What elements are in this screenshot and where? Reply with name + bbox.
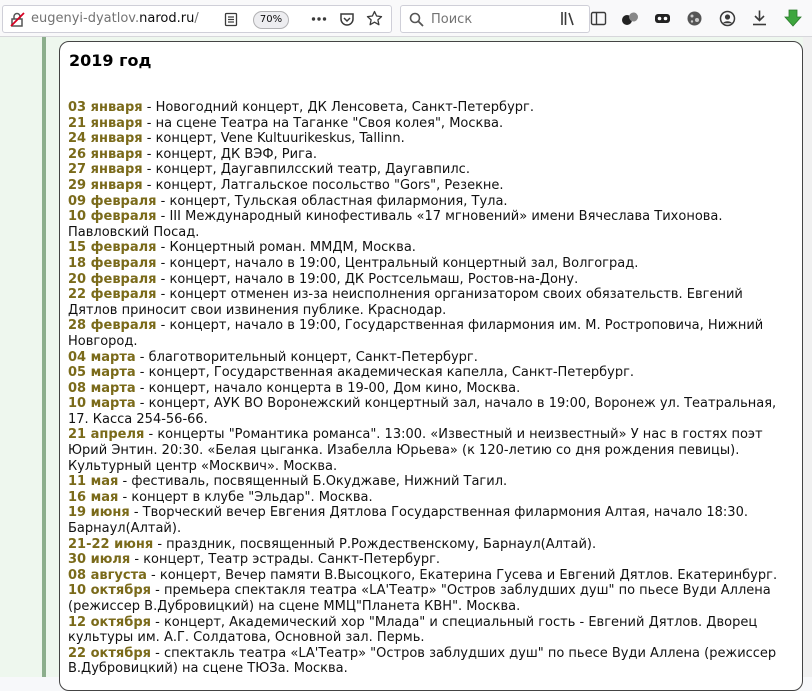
event-description: - концерт, Академический хор "Млада" и специальный гость - Евгений Дятлов. Дворец культуры им. А.Г. Солдатова, Основной зал. Пермь.: [68, 614, 758, 646]
account-icon[interactable]: [719, 10, 736, 27]
sidebar-icon[interactable]: [590, 10, 607, 27]
event-item: [68, 209, 796, 240]
pocket-icon[interactable]: [339, 11, 355, 27]
event-date: 10 февраля: [68, 209, 157, 225]
browser-toolbar: [0, 0, 812, 37]
concert-schedule-panel: [59, 41, 803, 691]
event-description: - концерт, Тульская областная филармония, Тула.: [156, 193, 508, 209]
reader-view-icon[interactable]: [224, 12, 238, 27]
event-item: [68, 537, 796, 553]
event-description: - концерты "Романтика романса". 13:00. «Известный и неизвестный» У нас в гостях поэт Юрий Энтин. 20:30. «Белая цыганка. Изабелла Юрьева» (к 120-летию со дня рождения певицы). Культурный центр «Москвич». Москва.: [68, 427, 763, 474]
event-item: [68, 287, 796, 318]
event-description: - концерт, начало в 19:00, Центральный концертный зал, Волгоград.: [156, 255, 639, 271]
event-description: - концерт отменен из-за неисполнения организатором своих обязательств. Евгений Дятлов приносит свои извинения публике. Краснодар.: [68, 287, 743, 318]
event-description: - Концертный роман. ММДМ, Москва.: [156, 240, 416, 256]
event-item: [68, 568, 796, 584]
year-heading: 2019 год: [69, 51, 152, 70]
page-scrollbar[interactable]: [803, 37, 812, 677]
url-host: eugenyi-dyatlov.: [31, 11, 140, 26]
event-description: - III Международный кинофестиваль «17 мгновений» имени Вячеслава Тихонова. Павловский Посад.: [68, 209, 723, 240]
event-description: - концерт, АУК ВО Воронежский концертный зал, начало в 19:00, Воронеж ул. Театральная, 17. Касса 254-56-66.: [68, 396, 777, 427]
green-download-extension-icon[interactable]: [783, 8, 803, 28]
library-icon[interactable]: [560, 10, 577, 27]
event-description: - концерт, начало в 19:00, ДК Ростсельмаш, Ростов-на-Дону.: [156, 271, 579, 287]
event-item: [68, 583, 796, 614]
url-text[interactable]: [31, 11, 199, 26]
event-date: 28 февраля: [68, 318, 157, 334]
event-date: 15 февраля: [68, 240, 157, 256]
event-date: 21 января: [68, 115, 143, 131]
event-item: [68, 116, 796, 132]
event-item: [68, 256, 796, 272]
event-item: [68, 147, 796, 163]
page-actions-icon[interactable]: [311, 16, 327, 22]
event-description: - концерт, Государственная академическая капелла, Санкт-Петербург.: [135, 365, 635, 381]
event-date: 16 мая: [68, 489, 119, 505]
event-item: [68, 381, 796, 397]
event-date: 10 октября: [68, 583, 151, 599]
event-item: [68, 505, 796, 536]
event-description: - Новогодний концерт, ДК Ленсовета, Санкт-Петербург.: [142, 100, 534, 115]
event-item: [68, 552, 796, 568]
left-decorative-rail: [42, 37, 46, 677]
event-item: [68, 318, 796, 349]
event-item: [68, 272, 796, 288]
event-item: [68, 474, 796, 490]
downloads-icon[interactable]: [751, 9, 768, 27]
event-description: - фестиваль, посвященный Б.Окуджаве, Нижний Тагил.: [118, 474, 508, 490]
url-bar[interactable]: [2, 5, 392, 33]
event-description: - Творческий вечер Евгения Дятлова Государственная филармония Алтая, начало 18:30. Барнаул(Алтай).: [68, 505, 748, 537]
event-description: - концерт, Vene Kultuurikeskus, Tallinn.: [142, 131, 405, 147]
event-item: [68, 131, 796, 147]
event-description: - концерт в клубе "Эльдар". Москва.: [118, 489, 373, 505]
url-rest: /: [194, 11, 199, 26]
zoom-level-badge[interactable]: 70%: [253, 11, 289, 29]
event-date: 09 февраля: [68, 193, 157, 209]
event-date: 22 февраля: [68, 287, 157, 303]
event-item: [68, 194, 796, 210]
event-date: 20 февраля: [68, 271, 157, 287]
event-date: 24 января: [68, 131, 143, 147]
event-item: [68, 396, 796, 427]
event-date: 19 июня: [68, 505, 130, 521]
event-date: 03 января: [68, 100, 143, 115]
event-date: 12 октября: [68, 614, 151, 630]
event-description: - концерт, Латгальское посольство "Gors", Резекне.: [142, 177, 504, 193]
event-date: 05 марта: [68, 365, 136, 381]
url-domain: narod.ru: [139, 11, 195, 26]
event-date: 08 августа: [68, 567, 147, 583]
event-date: 30 июля: [68, 552, 131, 568]
event-description: - премьера спектакля театра «LA'Театр» "Остров заблудших душ" по пьесе Вуди Аллена (режиссер В.Дубровицкий) на сцене ММЦ"Планета КВН". Москва.: [68, 583, 771, 614]
search-icon: [409, 12, 424, 27]
event-description: - на сцене Театра на Таганке "Своя колея", Москва.: [142, 115, 504, 131]
event-item: [68, 178, 796, 194]
event-date: 21 апреля: [68, 427, 145, 443]
event-date: 29 января: [68, 177, 143, 193]
event-date: 11 мая: [68, 474, 119, 490]
event-description: - концерт, ДК ВЭФ, Рига.: [142, 146, 317, 162]
event-description: - концерт, Даугавпилсский театр, Даугавпилс.: [142, 162, 470, 178]
extension-globe-icon[interactable]: [686, 10, 703, 27]
event-date: 10 марта: [68, 396, 136, 412]
events-list: [68, 100, 796, 677]
search-placeholder: Поиск: [431, 12, 473, 27]
extension-mask-icon[interactable]: [654, 10, 671, 27]
event-item: [68, 615, 796, 646]
event-date: 22 октября: [68, 645, 151, 661]
event-item: [68, 646, 796, 677]
event-date: 26 января: [68, 146, 143, 162]
event-item: [68, 162, 796, 178]
event-item: [68, 365, 796, 381]
event-date: 21-22 июня: [68, 536, 154, 552]
event-date: 18 февраля: [68, 255, 157, 271]
event-description: - спектакль театра «LA'Театр» "Остров заблудших душ" по пьесе Вуди Аллена (режиссер В.Дубровицкий) на сцене ТЮЗа. Москва.: [68, 645, 777, 677]
event-item: [68, 427, 796, 474]
bookmark-star-icon[interactable]: [366, 10, 383, 27]
event-item: [68, 490, 796, 506]
event-item: [68, 240, 796, 256]
event-description: - праздник, посвященный Р.Рождественскому, Барнаул(Алтай).: [153, 536, 597, 552]
event-description: - концерт, начало в 19:00, Государственная филармония им. М. Ростроповича, Нижний Новгород.: [68, 318, 764, 349]
event-date: 08 марта: [68, 380, 136, 396]
event-description: - концерт, Театр эстрады. Санкт-Петербург.: [130, 552, 441, 568]
event-description: - концерт, начало концерта в 19-00, Дом кино, Москва.: [135, 380, 521, 396]
event-item: [68, 350, 796, 366]
event-date: 27 января: [68, 162, 143, 178]
event-description: - концерт, Вечер памяти В.Высоцкого, Екатерина Гусева и Евгений Дятлов. Екатеринбург.: [146, 567, 778, 583]
extension-balls-icon[interactable]: [621, 10, 639, 27]
event-description: - благотворительный концерт, Санкт-Петербург.: [135, 349, 478, 365]
event-item: [68, 100, 796, 116]
insecure-lock-icon[interactable]: [10, 12, 25, 27]
event-date: 04 марта: [68, 349, 136, 365]
